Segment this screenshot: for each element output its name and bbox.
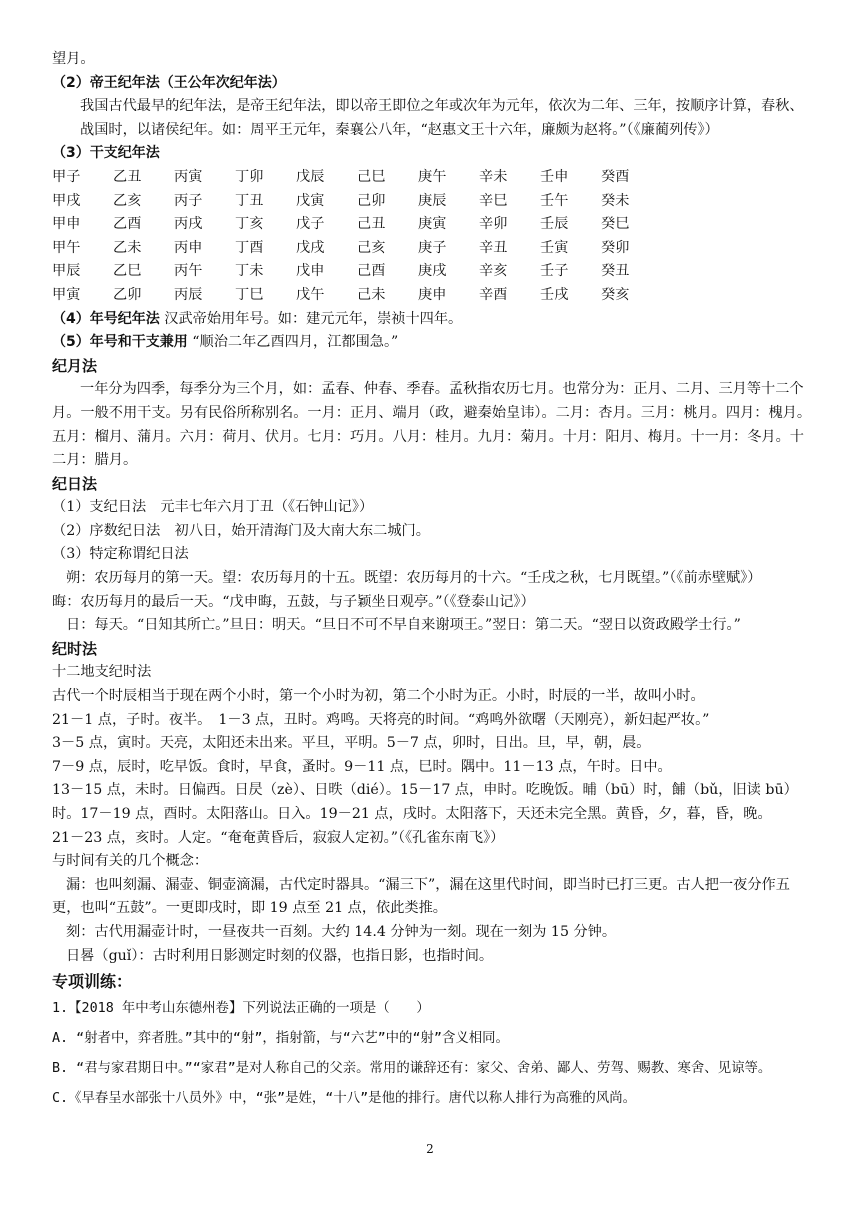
option-b: B. “君与家君期日中。”“家君”是对人称自己的父亲。常用的谦辞还有：家父、舍弟、鄙人、劳驾、赐教、寒舍、见谅等。 [52, 1060, 772, 1076]
ganzhi-row [52, 284, 662, 308]
ganzhi-cell: 壬申 [540, 168, 569, 185]
ganzhi-cell: 戊子 [296, 216, 325, 233]
heading-day: 纪日法 [52, 474, 98, 493]
ganzhi-table [52, 166, 662, 308]
ganzhi-cell: 丙子 [174, 192, 203, 209]
ganzhi-cell: 辛酉 [479, 286, 508, 303]
ganzhi-cell: 辛亥 [479, 263, 508, 280]
text-line: 古代一个时辰相当于现在两个小时，第一个小时为初，第二个小时为正。小时，时辰的一半，故叫小时。 [52, 688, 705, 705]
ganzhi-cell: 癸丑 [601, 263, 630, 280]
ganzhi-cell: 乙卯 [113, 286, 142, 303]
ganzhi-cell: 戊戌 [296, 239, 325, 256]
ganzhi-cell: 癸未 [601, 192, 630, 209]
section-heading-reign-ganzhi: （5）年号和干支兼用 [52, 334, 188, 351]
ganzhi-cell: 辛丑 [479, 239, 508, 256]
ganzhi-cell: 戊申 [296, 263, 325, 280]
ganzhi-cell: 己丑 [357, 216, 386, 233]
ganzhi-cell: 庚辰 [418, 192, 447, 209]
heading-hour: 纪时法 [52, 639, 98, 658]
ganzhi-cell: 辛卯 [479, 216, 508, 233]
ganzhi-row [52, 166, 662, 190]
ganzhi-cell: 乙未 [113, 239, 142, 256]
document-page [52, 48, 812, 1114]
ganzhi-row [52, 190, 662, 214]
text-line: 7－9 点，辰时，吃早饭。食时，早食，蚤时。9－11 点，巳时。隅中。11－13 点，午时。日中。 [52, 758, 672, 775]
section-reign-ganzhi [52, 331, 812, 355]
ganzhi-cell: 癸巳 [601, 216, 630, 233]
ganzhi-cell: 戊寅 [296, 192, 325, 209]
text-line: 日晷（guǐ）：古时利用日影测定时刻的仪器，也指日影，也指时间。 [66, 947, 494, 964]
ganzhi-cell: 庚戌 [418, 263, 447, 280]
ganzhi-cell: 癸酉 [601, 168, 630, 185]
ganzhi-cell: 丁卯 [235, 168, 264, 185]
ganzhi-cell: 丙申 [174, 239, 203, 256]
ganzhi-cell: 乙酉 [113, 216, 142, 233]
ganzhi-cell: 丁酉 [235, 239, 264, 256]
ganzhi-cell: 丁巳 [235, 286, 264, 303]
paragraph-lou: 漏：也叫刻漏、漏壶、铜壶滴漏，古代定时器具。“漏三下”，漏在这里代时间，即当时已打三更。古人把一夜分作五更，也叫“五鼓”。一更即戌时，即 19 点至 21 点，依此类推。 [52, 876, 790, 917]
section-heading-emperor-year: （2）帝王纪年法（王公年次纪年法） [52, 74, 286, 91]
text-line: 朔：农历每月的第一天。望：农历每月的十五。既望：农历每月的十六。“壬戌之秋，七月既望。”（《前赤壁赋》） [66, 570, 762, 587]
text-line: 21－23 点，亥时。人定。“奄奄黄昏后，寂寂人定初。”（《孔雀东南飞》） [52, 829, 505, 846]
option-c: C.《早春呈水部张十八员外》中，“张”是姓，“十八”是他的排行。唐代以称人排行为高雅的风尚。 [52, 1090, 636, 1106]
ganzhi-cell: 丙午 [174, 263, 203, 280]
ganzhi-cell: 甲戌 [52, 192, 81, 209]
ganzhi-row [52, 260, 662, 284]
paragraph-hours: 13－15 点，未时。日偏西。日昃（zè）、日昳（dié）。15－17 点，申时。吃晚饭。晡（bū）时，餔（bǔ，旧读 bū）时。17－19 点，酉时。太阳落山。日入。19－21 点，戌时。太阳落下，天还未完全黑。黄昏，夕，暮，昏，晚。 [52, 782, 798, 822]
ganzhi-cell: 癸亥 [601, 286, 630, 303]
text-line: 与时间有关的几个概念： [52, 853, 209, 870]
ganzhi-cell: 癸卯 [601, 239, 630, 256]
paragraph-month: 一年分为四季，每季分为三个月，如：孟春、仲春、季春。孟秋指农历七月。也常分为：正月、二月、三月等十二个月。一般不用干支。另有民俗所称别名。一月：正月、端月（政，避秦始皇讳）。二月：杏月。三月：桃月。四月：槐月。五月：榴月、蒲月。六月：荷月、伏月。七月：巧月。八月：桂月。九月：菊月。十月：阳月、梅月。十一月：冬月。十二月：腊月。 [52, 381, 812, 469]
text-line: 日：每天。“日知其所亡。”旦日：明天。“旦日不可不早自来谢项王。”翌日：第二天。“翌日以资政殿学士行。” [66, 617, 741, 634]
ganzhi-cell: 丁未 [235, 263, 264, 280]
ganzhi-cell: 戊辰 [296, 168, 325, 185]
paragraph-emperor-year [52, 95, 812, 142]
ganzhi-cell: 丙戌 [174, 216, 203, 233]
ganzhi-cell: 丙寅 [174, 168, 203, 185]
ganzhi-cell: 甲寅 [52, 286, 81, 303]
text-line: 21－1 点，子时。夜半。 1－3 点，丑时。鸡鸣。天将亮的时间。“鸡鸣外欲曙（天刚亮），新妇起严妆。” [52, 711, 710, 728]
ganzhi-cell: 壬辰 [540, 216, 569, 233]
section-heading-reign-year: （4）年号纪年法 [52, 310, 160, 327]
ganzhi-cell: 己亥 [357, 239, 386, 256]
ganzhi-cell: 己未 [357, 286, 386, 303]
page-number: 2 [426, 1142, 434, 1156]
ganzhi-cell: 壬寅 [540, 239, 569, 256]
ganzhi-cell: 壬戌 [540, 286, 569, 303]
ganzhi-cell: 庚申 [418, 286, 447, 303]
section-text: 汉武帝始用年号。如：建元元年，崇祯十四年。 [159, 310, 463, 327]
ganzhi-row [52, 213, 662, 237]
text-line: （2）序数纪日法 初八日，始开清海门及大南大东二城门。 [52, 522, 430, 539]
section-reign-year [52, 308, 812, 332]
ganzhi-cell: 甲申 [52, 216, 81, 233]
ganzhi-cell: 甲辰 [52, 263, 81, 280]
ganzhi-cell: 辛巳 [479, 192, 508, 209]
ganzhi-cell: 丁丑 [235, 192, 264, 209]
text-line: 3－5 点，寅时。天亮，太阳还未出来。平旦，平明。5－7 点，卯时，日出。旦，早，朝，晨。 [52, 735, 651, 752]
ganzhi-cell: 壬午 [540, 192, 569, 209]
ganzhi-cell: 辛未 [479, 168, 508, 185]
ganzhi-cell: 庚寅 [418, 216, 447, 233]
text-line: 十二地支纪时法 [52, 664, 152, 681]
ganzhi-cell: 甲午 [52, 239, 81, 256]
section-heading-ganzhi-year: （3）干支纪年法 [52, 145, 160, 162]
ganzhi-cell: 己卯 [357, 192, 386, 209]
ganzhi-cell: 己巳 [357, 168, 386, 185]
ganzhi-cell: 丙辰 [174, 286, 203, 303]
option-a: A. “射者中，弈者胜。”其中的“射”，指射箭，与“六艺”中的“射”含义相同。 [52, 1030, 509, 1046]
ganzhi-cell: 己酉 [357, 263, 386, 280]
ganzhi-cell: 丁亥 [235, 216, 264, 233]
text-line: 望月。 [52, 51, 95, 67]
ganzhi-cell: 壬子 [540, 263, 569, 280]
ganzhi-cell: 乙亥 [113, 192, 142, 209]
ganzhi-cell: 乙丑 [113, 168, 142, 185]
ganzhi-cell: 庚子 [418, 239, 447, 256]
heading-month: 纪月法 [52, 356, 98, 375]
ganzhi-cell: 戊午 [296, 286, 325, 303]
ganzhi-cell: 乙巳 [113, 263, 142, 280]
ganzhi-row [52, 237, 662, 261]
ganzhi-cell: 庚午 [418, 168, 447, 185]
question-1: 1.【2018 年中考山东德州卷】下列说法正确的一项是（ ） [52, 1000, 430, 1016]
text-line: 晦：农历每月的最后一天。“戊申晦，五鼓，与子颖坐日观亭。”（《登泰山记》） [52, 593, 535, 610]
heading-training: 专项训练： [52, 972, 133, 992]
text-line: 刻：古代用漏壶计时，一昼夜共一百刻。大约 14.4 分钟为一刻。现在一刻为 15 分钟。 [66, 923, 617, 940]
paragraph-text: 我国古代最早的纪年法，是帝王纪年法，即以帝王即位之年或次年为元年，依次为二年、三年，按顺序计算，春秋、战国时，以诸侯纪年。如：周平王元年，秦襄公八年，“赵惠文王十六年，廉颇为赵将。”（《廉蔺列传》） [80, 98, 804, 138]
ganzhi-cell: 甲子 [52, 168, 81, 185]
text-line: （3）特定称谓纪日法 [52, 546, 189, 563]
section-text: “顺治二年乙酉四月，江都围急。” [187, 334, 399, 351]
text-line: （1）支纪日法 元丰七年六月丁丑（《石钟山记》） [52, 499, 374, 516]
